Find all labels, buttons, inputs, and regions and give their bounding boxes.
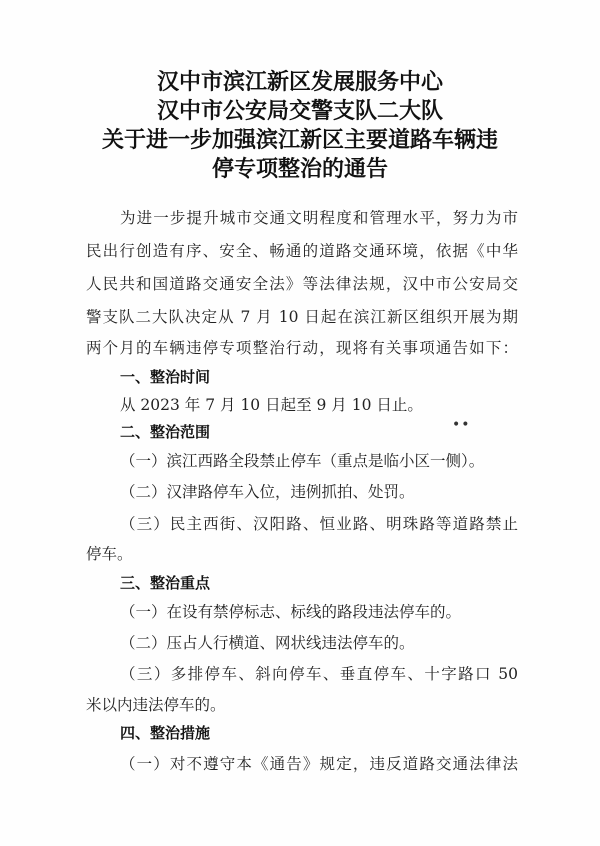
intro-line-2-wrap (86, 239, 518, 261)
section-3-item-2: （二）压占人行横道、网状线违法停车的。 (120, 634, 415, 652)
section-2-item-3-wrap (120, 512, 518, 534)
section-3-item-3-wrap (120, 662, 518, 684)
section-1-heading: 一、整治时间 (120, 368, 211, 386)
intro-line-3-wrap (86, 272, 518, 294)
title-line-4: 停专项整治的通告 (211, 156, 388, 182)
intro-line-5: 两个月的车辆违停专项整治行动，现将有关事项通告如下： (86, 339, 518, 357)
section-4-item-1-wrap (120, 752, 518, 774)
section-4-heading: 四、整治措施 (120, 724, 211, 742)
section-2-item-1: （一）滨江西路全段禁止停车（重点是临小区一侧）。 (120, 452, 485, 470)
intro-line-2: 民出行创造有序、安全、畅通的道路交通环境，依据《中华 (86, 242, 518, 260)
intro-line-5-wrap (86, 336, 518, 358)
section-2-item-3-line-1: （三）民主西街、汉阳路、恒业路、明珠路等道路禁止 (120, 515, 518, 533)
document-title (0, 68, 600, 184)
title-line-3: 关于进一步加强滨江新区主要道路车辆违 (101, 127, 498, 153)
section-2-item-2: （二）汉津路停车入位，违例抓拍、处罚。 (120, 483, 415, 501)
scan-dots-mark: •• (452, 417, 471, 433)
title-line-1: 汉中市滨江新区发展服务中心 (156, 69, 443, 95)
title-line-2: 汉中市公安局交警支队二大队 (156, 98, 443, 124)
section-2-item-3-line-2: 停车。 (86, 545, 133, 563)
section-3-item-3-line-1: （三）多排停车、斜向停车、垂直停车、十字路口 50 (120, 665, 518, 683)
intro-line-3: 人民共和国道路交通安全法》等法律法规，汉中市公安局交 (86, 275, 518, 293)
section-2-heading: 二、整治范围 (120, 423, 211, 441)
intro-line-4: 警支队二大队决定从 7 月 10 日起在滨江新区组织开展为期 (86, 308, 518, 326)
section-3-item-3-line-2: 米以内违法停车的。 (86, 696, 226, 714)
section-1-content: 从 2023 年 7 月 10 日起至 9 月 10 日止。 (120, 396, 423, 414)
section-4-item-1: （一）对不遵守本《通告》规定，违反道路交通法律法 (120, 755, 518, 773)
section-3-heading: 三、整治重点 (120, 574, 211, 592)
section-3-item-1: （一）在设有禁停标志、标线的路段违法停车的。 (120, 603, 462, 621)
intro-paragraph (120, 206, 518, 228)
intro-line-4-wrap (86, 305, 518, 327)
intro-line-1: 为进一步提升城市交通文明程度和管理水平，努力为市 (120, 209, 518, 227)
